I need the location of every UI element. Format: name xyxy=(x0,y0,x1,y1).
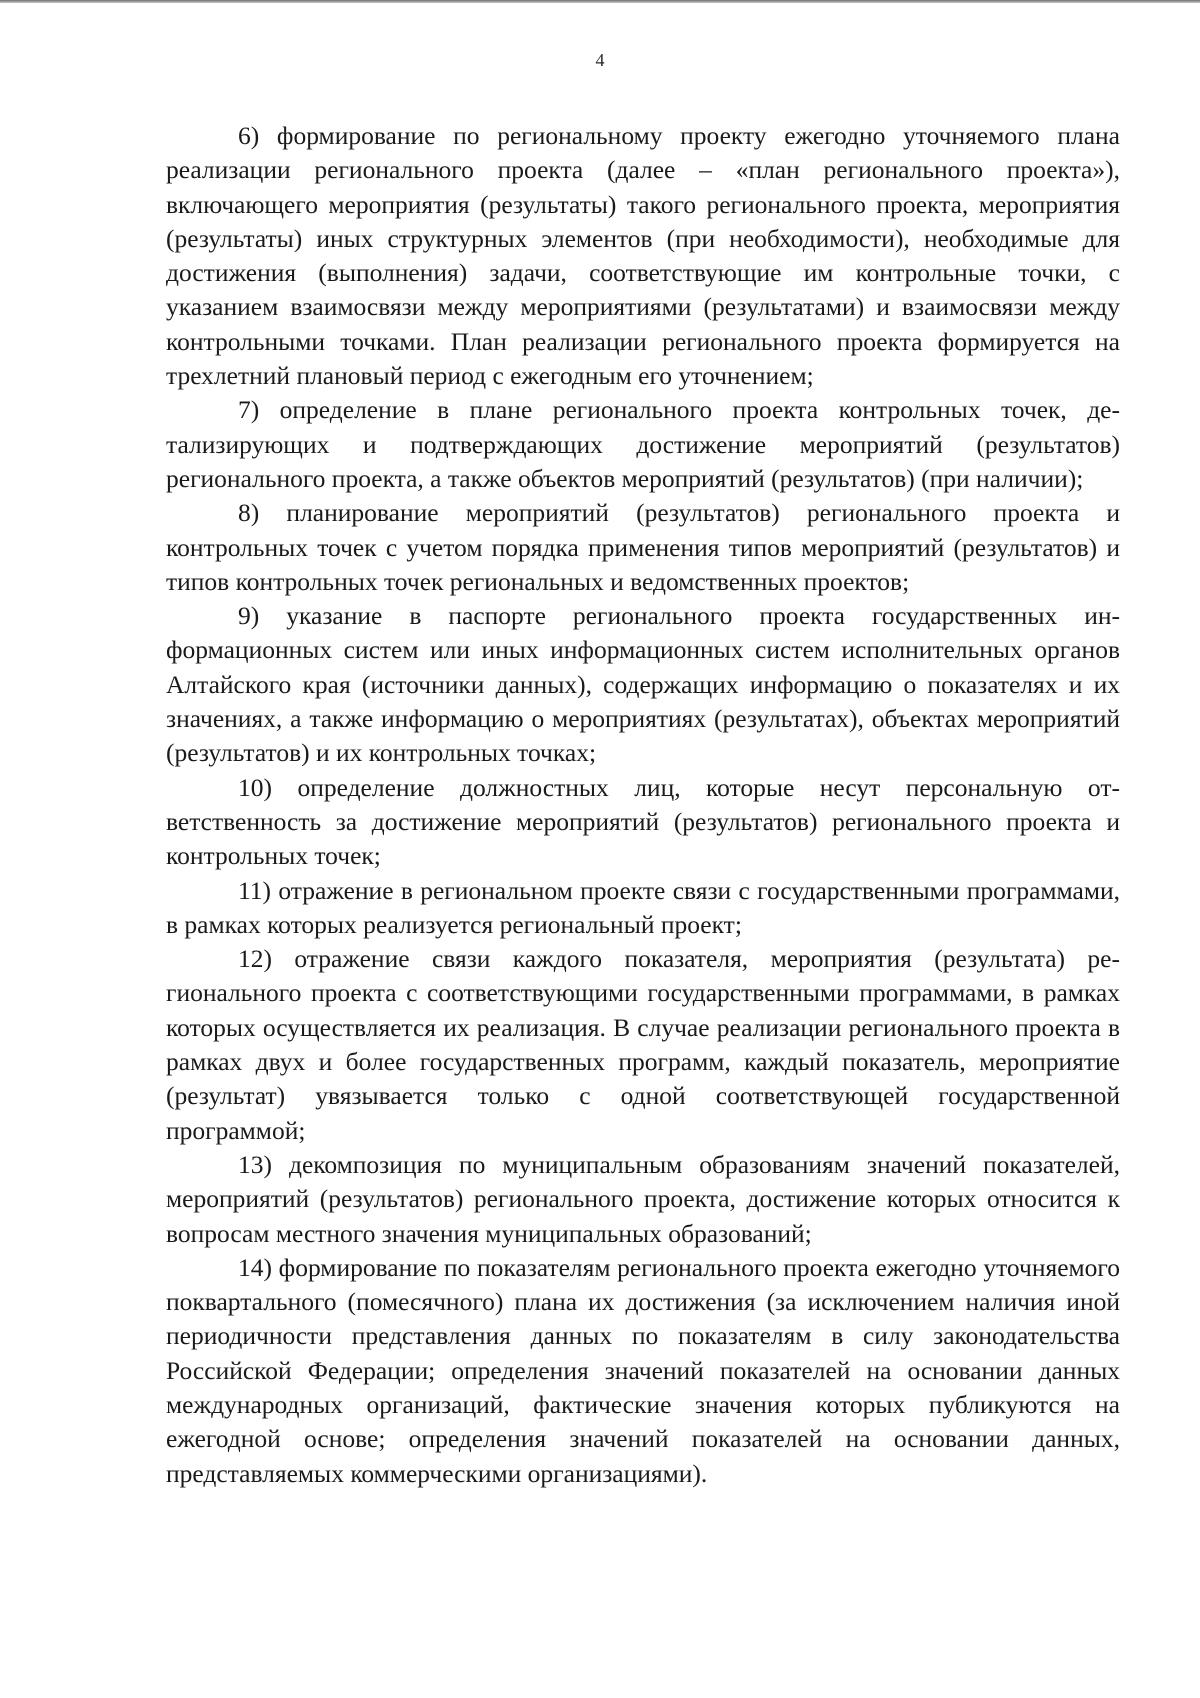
paragraph-item-11: 11) отражение в региональном проекте связи с государственными программами, в рамках которых реализуется региональный проект; xyxy=(166,875,1120,939)
paragraph-item-7: 7) определение в плане регионального проекта контрольных точек, детализирующих и подтверждающих достижение мероприятий (результатов) регионального проекта, а также объектов мероприятий (результатов) (при наличии); xyxy=(166,395,1120,493)
paragraph-item-13: 13) декомпозиция по муниципальным образованиям значений показателей, мероприятий (результатов) регионального проекта, достижение которых относится к вопросам местного значения муниципальных образований; xyxy=(166,1149,1120,1248)
paragraph-item-14: 14) формирование по показателям регионального проекта ежегодно уточняемого поквартального (помесячного) плана их достижения (за исключением наличия иной периодичности представления данных по показателям в силу законодательства Российской Федерации; определения значений показателей на основании данных международных организаций, фактические значения которых публикуются на ежегодной основе; определения значений показателей на основании данных, представляемых коммерческими организациями). xyxy=(166,1252,1120,1488)
scan-top-edge xyxy=(0,0,1200,3)
paragraph-item-9: 9) указание в паспорте регионального проекта государственных информационных систем или иных информационных систем исполнительных органов Алтайского края (источники данных), содержащих информацию о показателях и их значениях, а также информацию о мероприятиях (результатах), объектах мероприятий (результатов) и их контрольных точках; xyxy=(166,601,1120,768)
paragraph-item-10: 10) определение должностных лиц, которые несут персональную ответственность за достижение мероприятий (результатов) регионального проекта и контрольных точек; xyxy=(166,772,1120,871)
paragraph-item-8: 8) планирование мероприятий (результатов) регионального проекта и контрольных точек с учетом порядка применения типов мероприятий (результатов) и типов контрольных точек региональных и ведомственных проектов; xyxy=(166,498,1120,596)
page-number: 4 xyxy=(595,50,605,70)
document-body xyxy=(166,119,1120,1491)
paragraph-item-6: 6) формирование по региональному проекту ежегодно уточняемого плана реализации регионального проекта (далее – «план регионального проекта»), включающего мероприятия (результаты) такого регионального проекта, мероприятия (результаты) иных структурных элементов (при необходимости), необходимые для достижения (выполнения) задачи, соответствующие им контрольные точки, с указанием взаимосвязи между мероприятиями (результатами) и взаимосвязи между контрольными точками. План реализации регионального проекта формируется на трехлетний плановый период с ежегодным его уточнением; xyxy=(166,121,1120,391)
paragraph-item-12: 12) отражение связи каждого показателя, мероприятия (результата) регионального проекта с соответствующими государственными программами, в рамках которых осуществляется их реализация. В случае реализации регионального проекта в рамках двух и более государственных программ, каждый показатель, мероприятие (результат) увязывается только с одной соответствующей государственной программой; xyxy=(166,944,1120,1145)
